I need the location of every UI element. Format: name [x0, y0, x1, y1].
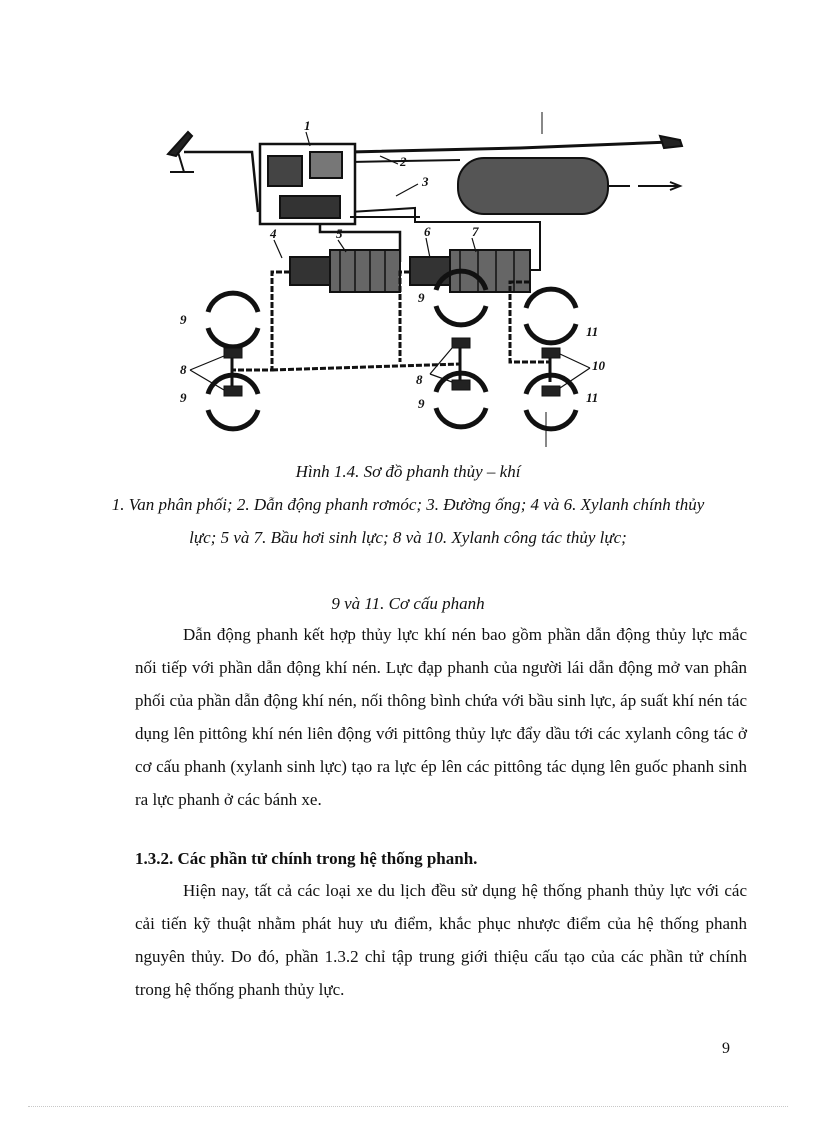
air-tank: [458, 158, 608, 214]
label-7: 7: [472, 224, 479, 239]
label-6: 6: [424, 224, 431, 239]
label-9-middle-top: 9: [418, 290, 425, 305]
paragraph-2-text: Hiện nay, tất cả các loại xe du lịch đều sử dụng hệ thống phanh thủy lực với các cải tiến kỹ thuật nhằm phát huy ưu điểm, khắc phục nhược điểm của hệ thống phanh nguyên thủy. Do đó, phần 1.3.2 chỉ tập trung giới thiệu cấu tạo của các phần tử chính trong hệ thống phanh thủy lực.: [135, 881, 747, 999]
page-number: 9: [722, 1040, 730, 1057]
figure-caption-last-line: 9 và 11. Cơ cấu phanh: [331, 594, 485, 613]
hydro-pneumatic-brake-diagram: [160, 112, 700, 452]
paragraph-1-text: Dẫn động phanh kết hợp thủy lực khí nén bao gồm phần dẫn động thủy lực mắc nối tiếp với phần dẫn động khí nén. Lực đạp phanh của người lái dẫn động mở van phân phối của phần dẫn động khí nén, nối thông bình chứa với bầu sinh lực, áp suất khí nén tác dụng lên pittông khí nén liên động với pittông thủy lực đẩy dầu tới các xylanh công tác ở cơ cấu phanh (xylanh sinh lực) tạo ra lực ép lên các pittông tác dụng lên guốc phanh sinh ra lực phanh ở các bánh xe.: [135, 625, 747, 809]
label-8-middle: 8: [416, 372, 423, 387]
paragraph-main-components: [135, 874, 747, 1006]
label-1: 1: [304, 118, 311, 133]
label-9-middle-bottom: 9: [418, 396, 425, 411]
page-bottom-border: [28, 1106, 788, 1107]
label-10: 10: [592, 358, 605, 373]
label-8-left: 8: [180, 362, 187, 377]
figure-caption-title: Hình 1.4. Sơ đồ phanh thủy – khí: [295, 462, 521, 481]
label-3: 3: [422, 174, 429, 189]
label-11-top: 11: [586, 324, 599, 339]
brake-diagram-figure: [160, 112, 700, 452]
master-cylinder-4: [290, 257, 330, 285]
figure-caption-legend: 1. Van phân phối; 2. Dẫn động phanh rơmóc; 3. Đường ống; 4 và 6. Xylanh chính thủy lực; 5 và 7. Bầu hơi sinh lực; 8 và 10. Xylanh công tác thủy lực;: [111, 495, 705, 547]
label-11-bottom: 11: [586, 390, 599, 405]
label-9-left-bottom: 9: [180, 390, 187, 405]
section-heading: 1.3.2. Các phần tử chính trong hệ thống phanh.: [135, 849, 478, 868]
label-9-left-top: 9: [180, 312, 187, 327]
label-4: 4: [270, 226, 277, 241]
label-5: 5: [336, 226, 343, 241]
label-2: 2: [400, 154, 407, 169]
paragraph-hydro-pneumatic: [135, 618, 747, 816]
